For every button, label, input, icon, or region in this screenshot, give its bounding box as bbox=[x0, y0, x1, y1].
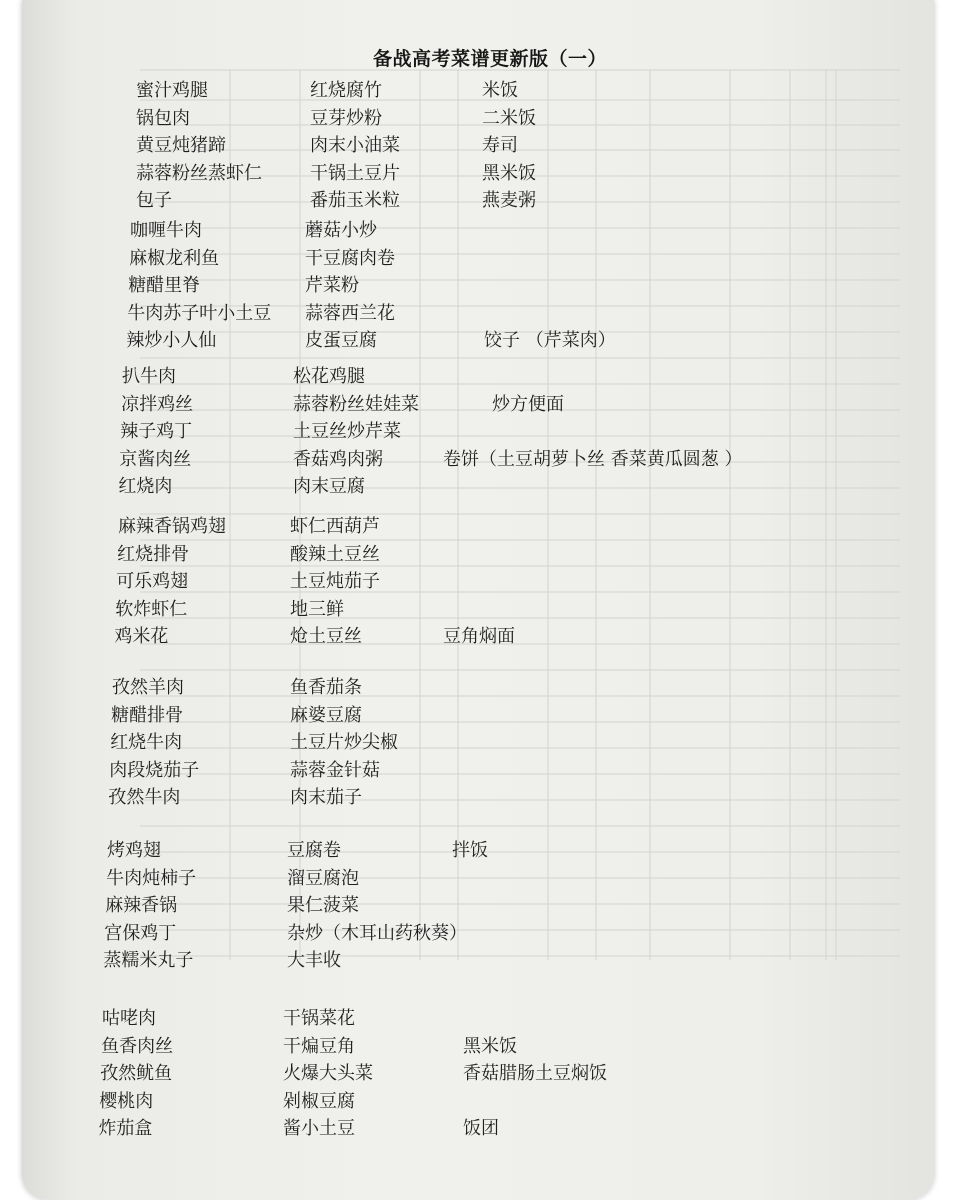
dish-item: 土豆丝炒芹菜 bbox=[293, 421, 401, 442]
dish-item: 鱼香茄条 bbox=[290, 677, 362, 698]
dish-item: 虾仁西葫芦 bbox=[290, 516, 380, 537]
dish-item: 黄豆炖猪蹄 bbox=[136, 135, 226, 156]
dish-item: 肉段烧茄子 bbox=[109, 759, 200, 781]
dish-item: 软炸虾仁 bbox=[115, 598, 188, 620]
dish-item: 豆芽炒粉 bbox=[310, 107, 382, 129]
dish-item: 火爆大头菜 bbox=[283, 1063, 373, 1084]
dish-item: 地三鲜 bbox=[290, 598, 344, 620]
dish-item: 樱桃肉 bbox=[99, 1090, 154, 1112]
dish-item: 芹菜粉 bbox=[305, 275, 359, 296]
page-title: 备战高考菜谱更新版（一） bbox=[372, 48, 607, 70]
dish-item: 牛肉炖柿子 bbox=[106, 867, 197, 889]
dish-item: 京酱肉丝 bbox=[119, 448, 192, 470]
dish-item: 红烧肉 bbox=[118, 476, 173, 497]
dish-item: 孜然羊肉 bbox=[112, 677, 184, 698]
dish-item: 炸茄盒 bbox=[98, 1118, 153, 1139]
dish-item: 肉末豆腐 bbox=[293, 476, 365, 497]
dish-item: 蘑菇小炒 bbox=[305, 220, 377, 241]
dish-item: 土豆炖茄子 bbox=[290, 571, 380, 592]
dish-item: 卷饼（土豆胡萝卜丝 香菜黄瓜圆葱 ） bbox=[443, 448, 743, 470]
dish-item: 米饭 bbox=[482, 80, 518, 101]
dish-item: 干锅菜花 bbox=[283, 1008, 355, 1029]
dish-item: 孜然牛肉 bbox=[108, 787, 181, 808]
dish-item: 酸辣土豆丝 bbox=[290, 543, 380, 565]
dish-item: 干锅土豆片 bbox=[310, 162, 400, 184]
dish-item: 皮蛋豆腐 bbox=[305, 330, 377, 351]
dish-item: 麻婆豆腐 bbox=[290, 704, 362, 726]
dish-item: 香菇鸡肉粥 bbox=[293, 448, 383, 470]
dish-item: 辣子鸡丁 bbox=[120, 421, 193, 442]
dish-item: 包子 bbox=[136, 190, 172, 211]
dish-item: 豆角焖面 bbox=[443, 626, 515, 647]
dish-item: 肉末茄子 bbox=[290, 787, 362, 808]
dish-item: 蒜蓉西兰花 bbox=[305, 302, 395, 324]
dish-item: 鸡米花 bbox=[114, 626, 169, 647]
dish-item: 锅包肉 bbox=[136, 107, 190, 129]
dish-item: 扒牛肉 bbox=[122, 366, 176, 387]
dish-item: 红烧排骨 bbox=[117, 543, 190, 565]
dish-item: 宫保鸡丁 bbox=[104, 922, 177, 944]
dish-item: 黑米饭 bbox=[482, 162, 536, 184]
dish-item: 寿司 bbox=[482, 135, 518, 156]
dish-item: 黑米饭 bbox=[463, 1035, 517, 1057]
dish-item: 鱼香肉丝 bbox=[101, 1035, 174, 1057]
dish-item: 糖醋里脊 bbox=[128, 275, 201, 296]
dish-item: 大丰收 bbox=[287, 950, 341, 971]
dish-item: 炝土豆丝 bbox=[290, 626, 362, 647]
dish-item: 咕咾肉 bbox=[102, 1008, 156, 1029]
dish-item: 咖喱牛肉 bbox=[130, 220, 202, 241]
dish-item: 溜豆腐泡 bbox=[287, 867, 359, 889]
dish-item: 二米饭 bbox=[482, 107, 536, 129]
dish-item: 蒜蓉粉丝娃娃菜 bbox=[293, 393, 419, 415]
dish-item: 麻椒龙利鱼 bbox=[129, 247, 220, 269]
dish-item: 蒜蓉金针菇 bbox=[290, 759, 380, 781]
dish-item: 松花鸡腿 bbox=[293, 366, 365, 387]
dish-item: 饭团 bbox=[463, 1118, 499, 1139]
dish-item: 麻辣香锅鸡翅 bbox=[118, 516, 226, 537]
dish-item: 干煸豆角 bbox=[283, 1035, 355, 1057]
dish-item: 凉拌鸡丝 bbox=[121, 393, 194, 415]
dish-item: 肉末小油菜 bbox=[310, 135, 400, 156]
dish-item: 蒜蓉粉丝蒸虾仁 bbox=[136, 162, 262, 184]
dish-item: 杂炒（木耳山药秋葵） bbox=[287, 922, 467, 944]
dish-item: 红烧牛肉 bbox=[110, 732, 183, 753]
dish-item: 剁椒豆腐 bbox=[283, 1090, 355, 1112]
dish-item: 蒸糯米丸子 bbox=[103, 950, 194, 971]
dish-item: 豆腐卷 bbox=[287, 840, 341, 861]
dish-item: 土豆片炒尖椒 bbox=[290, 732, 398, 753]
dish-item: 可乐鸡翅 bbox=[116, 571, 189, 592]
dish-item: 糖醋排骨 bbox=[111, 704, 184, 726]
dish-item: 炒方便面 bbox=[492, 393, 564, 415]
dish-item: 牛肉苏子叶小土豆 bbox=[127, 302, 272, 324]
dish-item: 饺子 （芹菜肉） bbox=[484, 330, 616, 351]
dish-item: 燕麦粥 bbox=[482, 190, 536, 211]
dish-item: 香菇腊肠土豆焖饭 bbox=[463, 1063, 607, 1084]
dish-item: 麻辣香锅 bbox=[105, 895, 178, 916]
dish-item: 拌饭 bbox=[452, 840, 488, 861]
dish-item: 辣炒小人仙 bbox=[126, 330, 217, 351]
dish-item: 果仁菠菜 bbox=[287, 895, 359, 916]
dish-item: 酱小土豆 bbox=[283, 1118, 355, 1139]
dish-item: 番茄玉米粒 bbox=[310, 190, 400, 211]
dish-item: 红烧腐竹 bbox=[310, 80, 382, 101]
dish-item: 蜜汁鸡腿 bbox=[136, 80, 208, 101]
dish-item: 烤鸡翅 bbox=[107, 840, 161, 861]
dish-item: 孜然鱿鱼 bbox=[100, 1063, 173, 1084]
dish-item: 干豆腐肉卷 bbox=[305, 247, 395, 269]
